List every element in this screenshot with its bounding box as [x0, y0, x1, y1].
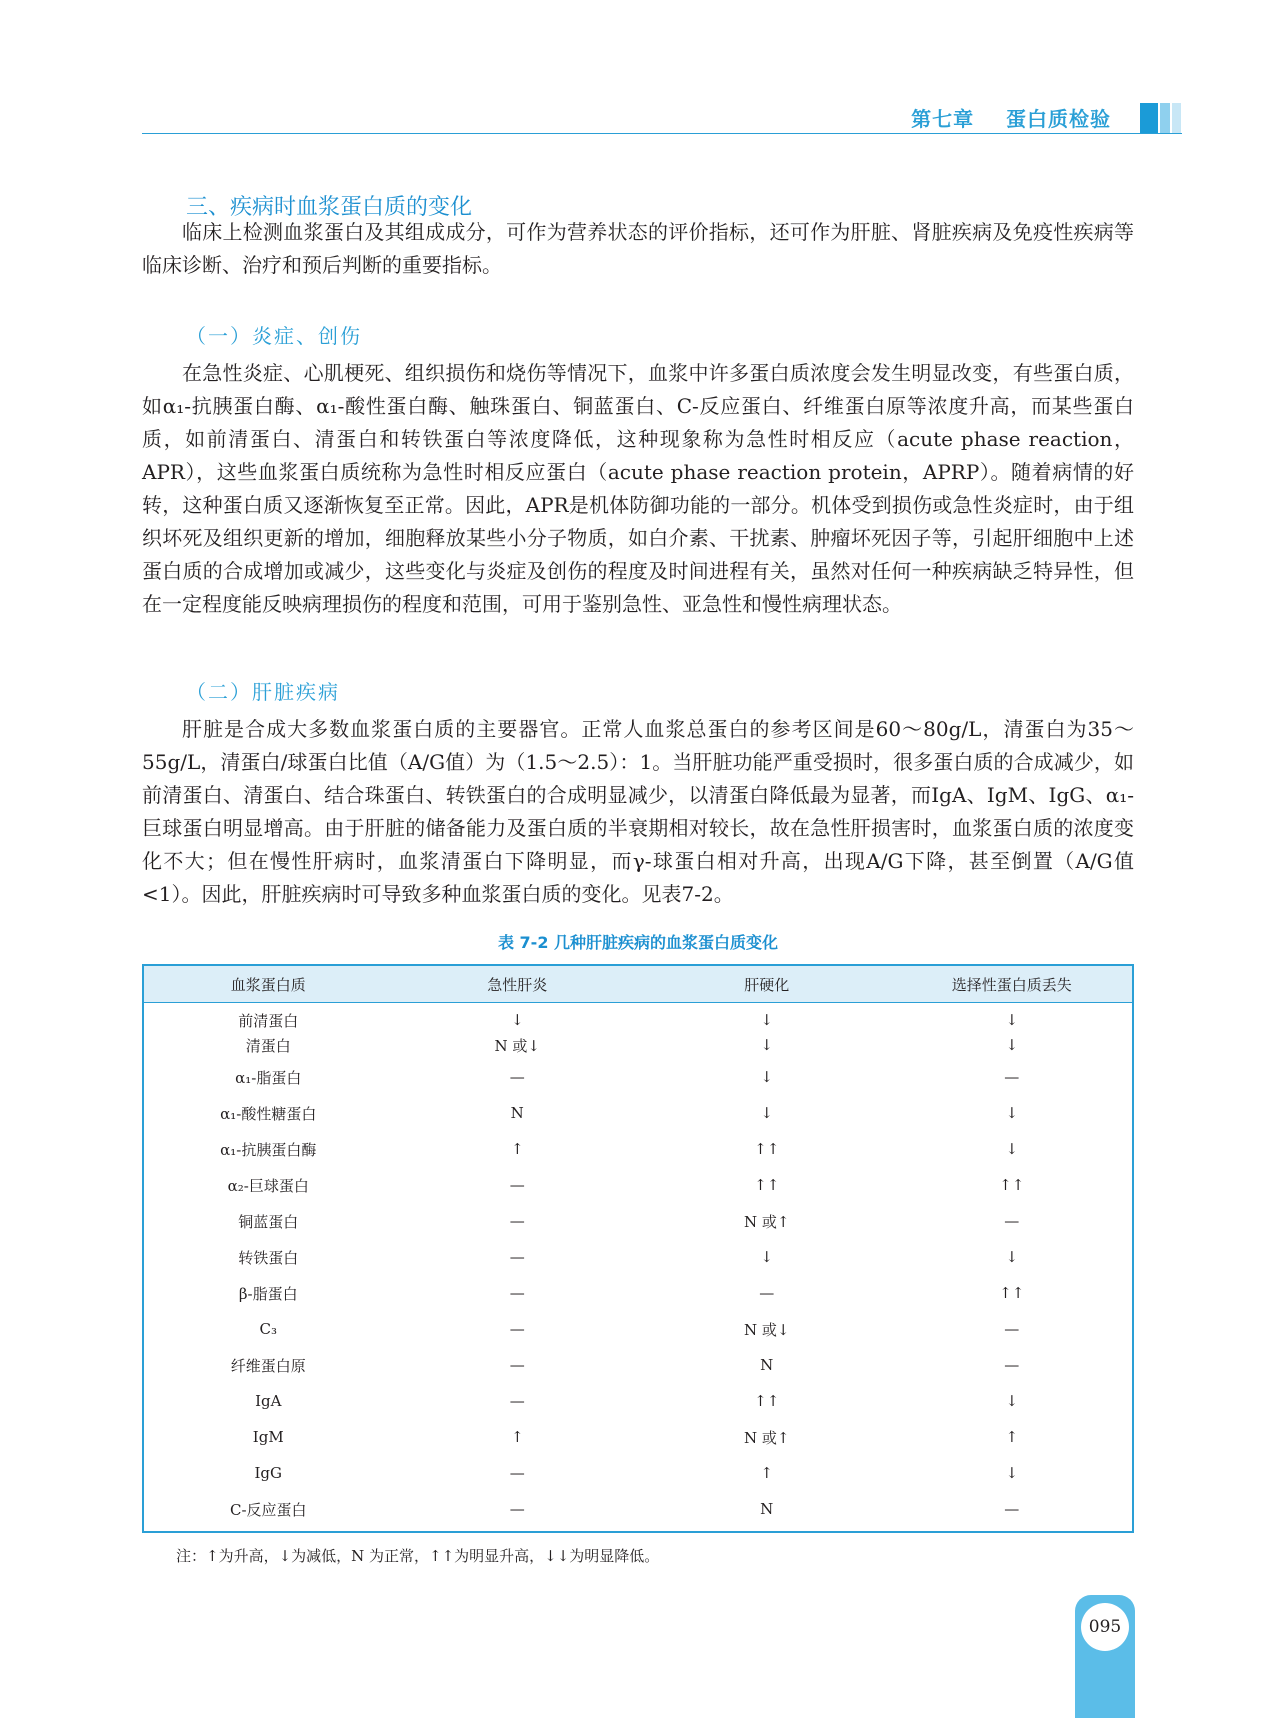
- table-cell: ↓: [1005, 1036, 1019, 1054]
- table-cell: —: [509, 1464, 525, 1482]
- table-row: [143, 1419, 1133, 1455]
- table-header-row: [143, 965, 1133, 1003]
- protein-change-table: [142, 964, 1134, 1533]
- table-header: 血浆蛋白质: [143, 965, 393, 1003]
- table-cell: ↓: [1005, 1140, 1019, 1158]
- section-heading: 三、疾病时血浆蛋白质的变化: [186, 195, 473, 220]
- table-cell: ↑↑: [754, 1176, 780, 1194]
- table-cell: N: [760, 1500, 774, 1518]
- table-cell: —: [1004, 1320, 1020, 1338]
- table-row: [143, 1059, 1133, 1095]
- table-cell: ↑: [510, 1428, 524, 1446]
- table-cell: IgM: [252, 1428, 284, 1446]
- table-cell: ↓: [760, 1248, 773, 1266]
- table-row: [143, 1031, 1133, 1059]
- subheading-liver-disease: （二）肝脏疾病: [186, 680, 340, 704]
- table-cell: N: [510, 1104, 524, 1122]
- table-cell: ↓: [1005, 1464, 1019, 1482]
- table-cell: ↑: [1005, 1428, 1019, 1446]
- table-cell: —: [509, 1248, 525, 1266]
- table-cell: 纤维蛋白原: [230, 1356, 306, 1375]
- table-cell: —: [1004, 1356, 1020, 1374]
- header-accent-bar: [1140, 103, 1158, 133]
- table-header: 肝硬化: [642, 965, 891, 1003]
- table-row: [143, 1203, 1133, 1239]
- table-cell: IgA: [255, 1392, 282, 1410]
- liver-paragraph: 肝脏是合成大多数血浆蛋白质的主要器官。正常人血浆总蛋白的参考区间是60～80g/L，清蛋白为35～55g/L，清蛋白/球蛋白比值（A/G值）为（1.5～2.5）：1。当肝脏功能严重受损时，很多蛋白质的合成减少，如前清蛋白、清蛋白、结合珠蛋白、转铁蛋白的合成明显减少，以清蛋白降低最为显著，而IgA、IgM、IgG、α₁-巨球蛋白明显增高。由于肝脏的储备能力及蛋白质的半衰期相对较长，故在急性肝损害时，血浆蛋白质的浓度变化不大；但在慢性肝病时，血浆清蛋白下降明显，而γ-球蛋白相对升高，出现A/G下降，甚至倒置（A/G值<1）。因此，肝脏疾病时可导致多种血浆蛋白质的变化。见表7-2。: [142, 717, 1134, 906]
- table-header: 急性肝炎: [393, 965, 642, 1003]
- table-cell: IgG: [254, 1464, 282, 1482]
- table-caption: 表 7-2 几种肝脏疾病的血浆蛋白质变化: [497, 933, 779, 952]
- table-row: [143, 1455, 1133, 1491]
- table-cell: β-脂蛋白: [238, 1284, 298, 1303]
- table-cell: 清蛋白: [245, 1036, 291, 1055]
- header-rule: [142, 133, 1182, 134]
- table-cell: ↓: [1005, 1104, 1019, 1122]
- table-row: [143, 1275, 1133, 1311]
- table-cell: N 或↑: [743, 1212, 790, 1231]
- table-cell: —: [509, 1176, 525, 1194]
- table-cell: α₂-巨球蛋白: [227, 1176, 309, 1195]
- table-header: 选择性蛋白质丢失: [891, 965, 1133, 1003]
- page-number: 095: [1081, 1603, 1129, 1651]
- table-cell: —: [509, 1068, 525, 1086]
- table-cell: ↑↑: [754, 1140, 780, 1158]
- table-cell: ↓: [1005, 1248, 1019, 1266]
- table-row: [143, 1311, 1133, 1347]
- header-accent-bar: [1172, 103, 1181, 133]
- table-row: [143, 1491, 1133, 1532]
- table-row: [143, 1383, 1133, 1419]
- table-cell: —: [1004, 1068, 1020, 1086]
- table-row: [143, 1167, 1133, 1203]
- header-accent-bar: [1160, 103, 1170, 133]
- table-cell: ↑: [510, 1140, 524, 1158]
- table-cell: ↓: [1005, 1392, 1019, 1410]
- table-cell: —: [759, 1284, 775, 1302]
- table-cell: ↓: [1005, 1011, 1019, 1029]
- table-cell: 前清蛋白: [238, 1011, 299, 1030]
- table-cell: C-反应蛋白: [229, 1500, 307, 1519]
- table-cell: ↓: [760, 1036, 773, 1054]
- inflammation-paragraph: 在急性炎症、心肌梗死、组织损伤和烧伤等情况下，血浆中许多蛋白质浓度会发生明显改变，有些蛋白质，如α₁-抗胰蛋白酶、α₁-酸性蛋白酶、触珠蛋白、铜蓝蛋白、C-反应蛋白、纤维蛋白原等浓度升高，而某些蛋白质，如前清蛋白、清蛋白和转铁蛋白等浓度降低，这种现象称为急性时相反应（acute phase reaction，APR），这些血浆蛋白质统称为急性时相反应蛋白（acute phase reaction protein，APRP）。随着病情的好转，这种蛋白质又逐渐恢复至正常。因此，APR是机体防御功能的一部分。机体受到损伤或急性炎症时，由于组织坏死及组织更新的增加，细胞释放某些小分子物质，如白介素、干扰素、肿瘤坏死因子等，引起肝细胞中上述蛋白质的合成增加或减少，这些变化与炎症及创伤的程度及时间进程有关，虽然对任何一种疾病缺乏特异性，但在一定程度能反映病理损伤的程度和范围，可用于鉴别急性、亚急性和慢性病理状态。: [142, 361, 1134, 616]
- table-cell: ↑↑: [999, 1176, 1025, 1194]
- table-row: [143, 1131, 1133, 1167]
- table-cell: —: [509, 1320, 525, 1338]
- table-cell: ↑↑: [754, 1392, 780, 1410]
- table-cell: ↓: [760, 1104, 773, 1122]
- subheading-inflammation: （一）炎症、创伤: [186, 324, 362, 348]
- table-cell: α₁-抗胰蛋白酶: [220, 1140, 317, 1159]
- table-cell: 转铁蛋白: [238, 1248, 299, 1267]
- table-cell: ↓: [760, 1068, 773, 1086]
- table-cell: N 或↓: [494, 1036, 540, 1055]
- table-cell: ↓: [510, 1011, 524, 1029]
- table-cell: 铜蓝蛋白: [238, 1212, 299, 1231]
- table-note: 注：↑为升高，↓为减低，N 为正常，↑↑为明显升高，↓↓为明显降低。: [176, 1547, 660, 1565]
- table-row: [143, 1095, 1133, 1131]
- table-cell: ↑: [760, 1464, 773, 1482]
- table-cell: ↑↑: [999, 1284, 1025, 1302]
- table-row: [143, 1239, 1133, 1275]
- table-cell: —: [509, 1284, 525, 1302]
- chapter-title: 第七章 蛋白质检验: [911, 107, 1111, 131]
- table-cell: —: [509, 1212, 525, 1230]
- table-cell: α₁-酸性糖蛋白: [220, 1104, 317, 1123]
- table-cell: —: [509, 1356, 525, 1374]
- table-cell: N 或↓: [743, 1320, 790, 1339]
- table-cell: ↓: [760, 1011, 773, 1029]
- table-cell: —: [1004, 1212, 1020, 1230]
- table-row: [143, 1347, 1133, 1383]
- table-cell: C₃: [259, 1320, 277, 1338]
- table-cell: —: [509, 1500, 525, 1518]
- table-cell: N 或↑: [743, 1428, 790, 1447]
- table-cell: α₁-脂蛋白: [235, 1068, 302, 1087]
- table-cell: —: [1004, 1500, 1020, 1518]
- table-cell: —: [509, 1392, 525, 1410]
- table-cell: N: [760, 1356, 774, 1374]
- intro-paragraph: 临床上检测血浆蛋白及其组成成分，可作为营养状态的评价指标，还可作为肝脏、肾脏疾病及免疫性疾病等临床诊断、治疗和预后判断的重要指标。: [142, 220, 1134, 277]
- table-row: [143, 1003, 1133, 1032]
